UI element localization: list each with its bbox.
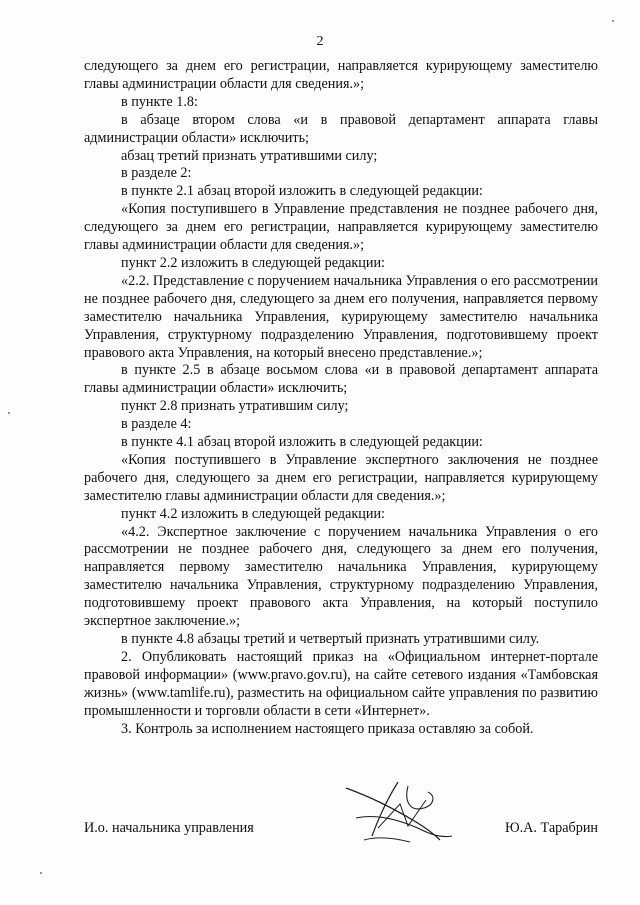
- paragraph: в пункте 4.1 абзац второй изложить в следующей редакции:: [121, 434, 483, 451]
- paragraph: пункт 2.2 изложить в следующей редакции:: [121, 254, 385, 271]
- paragraph: в пункте 1.8:: [121, 93, 198, 110]
- handwritten-signature: [338, 778, 458, 848]
- paragraph: пункт 4.2 изложить в следующей редакции:: [121, 505, 385, 522]
- paragraph: в пункте 2.5 в абзаце восьмом слова «и в правовой департамент аппарата главы администрации области» исключить;: [84, 362, 598, 397]
- paragraph: в разделе 2:: [121, 165, 192, 182]
- paragraph: в абзаце втором слова «и в правовой департамент аппарата главы администрации области» исключить;: [84, 111, 598, 146]
- paragraph: пункт 2.8 признать утратившим силу;: [121, 398, 349, 415]
- paragraph: 2. Опубликовать настоящий приказ на «Официальном интернет-портале правовой информации» (www.pravo.gov.ru), на сайте сетевого издания «Тамбовская жизнь» (www.tamlife.ru), разместить на официальном сайте управления по развитию промышленности и торговли области в сети «Интернет».: [84, 648, 598, 719]
- scan-speck: [612, 20, 614, 22]
- paragraph: «2.2. Представление с поручением начальника Управления о его рассмотрении не позднее рабочего дня, следующего за днем его получения, направляется первому заместителю начальника Управления, курирующему заместителю начальника Управления, структурному подразделению Управления, подготовившему проект правового акта Управления, на который внесено представление.»;: [84, 272, 598, 361]
- scan-speck: [40, 872, 42, 874]
- paragraph: «Копия поступившего в Управление экспертного заключения не позднее рабочего дня, следующего за днем его регистрации, направляется курирующему заместителю главы администрации области для сведения.»;: [84, 451, 598, 504]
- paragraph: 3. Контроль за исполнением настоящего приказа оставляю за собой.: [121, 720, 534, 737]
- paragraph: в пункте 2.1 абзац второй изложить в следующей редакции:: [121, 183, 483, 200]
- signatory-title: И.о. начальника управления: [84, 820, 254, 836]
- paragraph: следующего за днем его регистрации, направляется курирующему заместителю главы администрации области для сведения.»;: [84, 58, 598, 92]
- signatory-name: Ю.А. Тарабрин: [505, 820, 598, 836]
- scan-speck: [8, 412, 10, 414]
- paragraph: «Копия поступившего в Управление представления не позднее рабочего дня, следующего за днем его регистрации, направляется курирующему заместителю главы администрации области для сведения.»;: [84, 201, 598, 254]
- document-body: [84, 58, 598, 738]
- page-number: 2: [316, 34, 324, 49]
- paragraph: в пункте 4.8 абзацы третий и четвертый признать утратившими силу.: [121, 631, 540, 647]
- paragraph: «4.2. Экспертное заключение с поручением начальника Управления о его рассмотрении не позднее рабочего дня, следующего за днем его получения, направляется первому заместителю начальника Управления, курирующему заместителю начальника Управления, структурному подразделению Управления, подготовившему проект правового акта Управления, на который поступило экспертное заключение.»;: [84, 523, 598, 630]
- paragraph: в разделе 4:: [121, 416, 192, 433]
- paragraph: абзац третий признать утратившими силу;: [121, 147, 378, 164]
